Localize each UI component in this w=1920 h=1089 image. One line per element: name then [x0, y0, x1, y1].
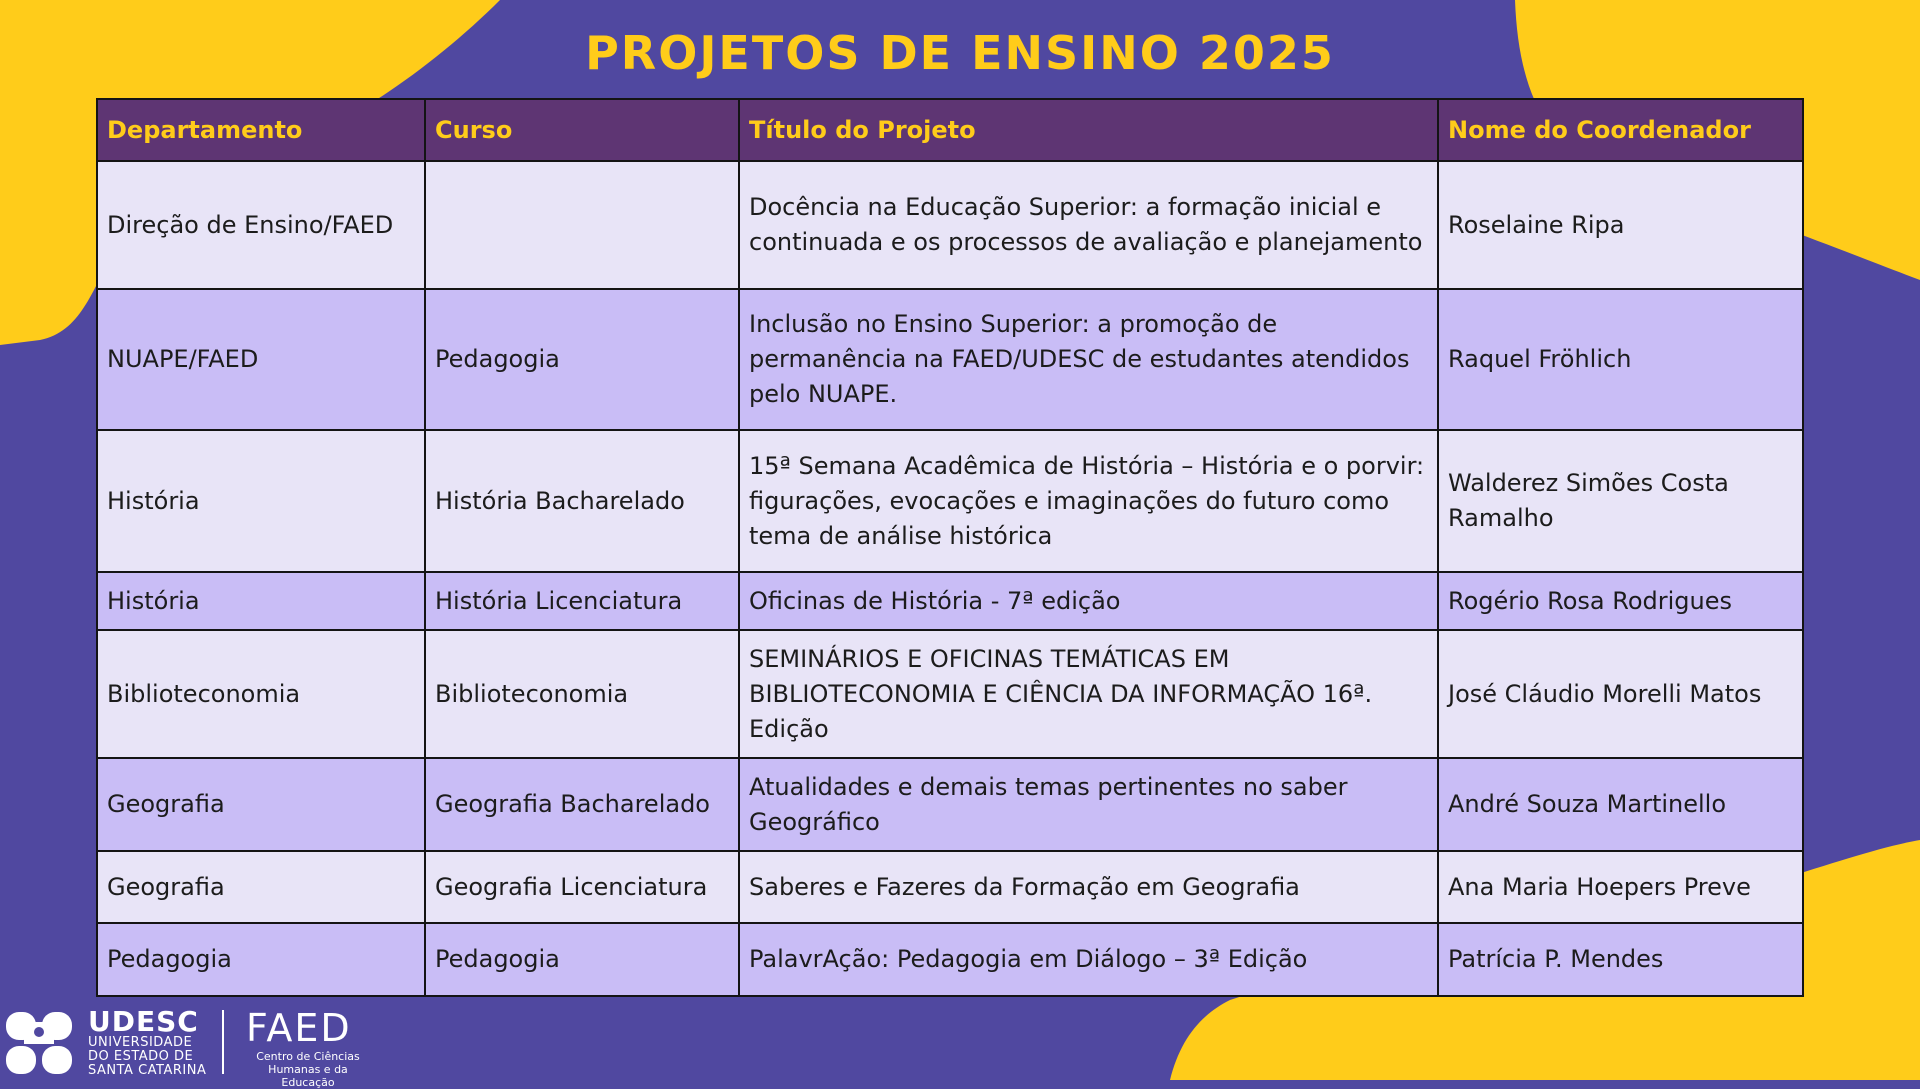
- cell-departamento: NUAPE/FAED: [97, 289, 425, 430]
- table-row: [97, 923, 1803, 996]
- udesc-line-1: UNIVERSIDADE: [88, 1035, 193, 1050]
- table-row: [97, 430, 1803, 572]
- cell-departamento: Direção de Ensino/FAED: [97, 161, 425, 289]
- header-departamento: Departamento: [97, 99, 425, 161]
- cell-departamento: Biblioteconomia: [97, 630, 425, 758]
- cell-curso: [425, 161, 739, 289]
- header-coordenador: Nome do Coordenador: [1438, 99, 1803, 161]
- faed-logo: FAED: [246, 1006, 352, 1050]
- cell-coordenador: André Souza Martinello: [1438, 758, 1803, 851]
- header-curso: Curso: [425, 99, 739, 161]
- cell-coordenador: Walderez Simões Costa Ramalho: [1438, 430, 1803, 572]
- cell-departamento: Pedagogia: [97, 923, 425, 996]
- udesc-name: UDESC: [88, 1005, 199, 1038]
- cell-titulo: Atualidades e demais temas pertinentes no saber Geográfico: [739, 758, 1438, 851]
- table-row: [97, 758, 1803, 851]
- cell-coordenador: Ana Maria Hoepers Preve: [1438, 851, 1803, 923]
- faed-subtitle: [242, 1050, 374, 1089]
- cell-departamento: História: [97, 430, 425, 572]
- cell-departamento: Geografia: [97, 758, 425, 851]
- cell-coordenador: Patrícia P. Mendes: [1438, 923, 1803, 996]
- table-header-row: [97, 99, 1803, 161]
- cell-coordenador: Roselaine Ripa: [1438, 161, 1803, 289]
- faed-subtitle-line-1: Centro de Ciências: [256, 1050, 360, 1063]
- logo-divider: [222, 1010, 224, 1074]
- cell-curso: História Bacharelado: [425, 430, 739, 572]
- cell-titulo: Oficinas de História - 7ª edição: [739, 572, 1438, 630]
- cell-coordenador: José Cláudio Morelli Matos: [1438, 630, 1803, 758]
- cell-curso: Geografia Licenciatura: [425, 851, 739, 923]
- table-row: [97, 161, 1803, 289]
- cell-coordenador: Raquel Fröhlich: [1438, 289, 1803, 430]
- cell-curso: Biblioteconomia: [425, 630, 739, 758]
- cell-titulo: 15ª Semana Acadêmica de História – História e o porvir: figurações, evocações e imaginações do futuro como tema de análise histórica: [739, 430, 1438, 572]
- cell-curso: Pedagogia: [425, 923, 739, 996]
- page-title: PROJETOS DE ENSINO 2025: [585, 26, 1335, 80]
- cell-titulo: SEMINÁRIOS E OFICINAS TEMÁTICAS EM BIBLIOTECONOMIA E CIÊNCIA DA INFORMAÇÃO 16ª. Edição: [739, 630, 1438, 758]
- udesc-logo-icon: [6, 1010, 76, 1076]
- cell-titulo: Docência na Educação Superior: a formação inicial e continuada e os processos de avaliação e planejamento: [739, 161, 1438, 289]
- faed-subtitle-line-2: Humanas e da Educação: [268, 1063, 348, 1089]
- cell-departamento: Geografia: [97, 851, 425, 923]
- cell-titulo: PalavrAção: Pedagogia em Diálogo – 3ª Edição: [739, 923, 1438, 996]
- cell-coordenador: Rogério Rosa Rodrigues: [1438, 572, 1803, 630]
- cell-curso: História Licenciatura: [425, 572, 739, 630]
- projects-table: [96, 98, 1804, 997]
- header-titulo: Título do Projeto: [739, 99, 1438, 161]
- cell-titulo: Saberes e Fazeres da Formação em Geografia: [739, 851, 1438, 923]
- cell-curso: Geografia Bacharelado: [425, 758, 739, 851]
- table-row: [97, 630, 1803, 758]
- table-row: [97, 572, 1803, 630]
- footer-logos: [6, 1005, 406, 1089]
- udesc-line-3: SANTA CATARINA: [88, 1063, 207, 1078]
- cell-titulo: Inclusão no Ensino Superior: a promoção de permanência na FAED/UDESC de estudantes atendidos pelo NUAPE.: [739, 289, 1438, 430]
- table-row: [97, 289, 1803, 430]
- udesc-wordmark: [88, 1005, 207, 1078]
- cell-departamento: História: [97, 572, 425, 630]
- cell-curso: Pedagogia: [425, 289, 739, 430]
- table-row: [97, 851, 1803, 923]
- udesc-line-2: DO ESTADO DE: [88, 1049, 194, 1064]
